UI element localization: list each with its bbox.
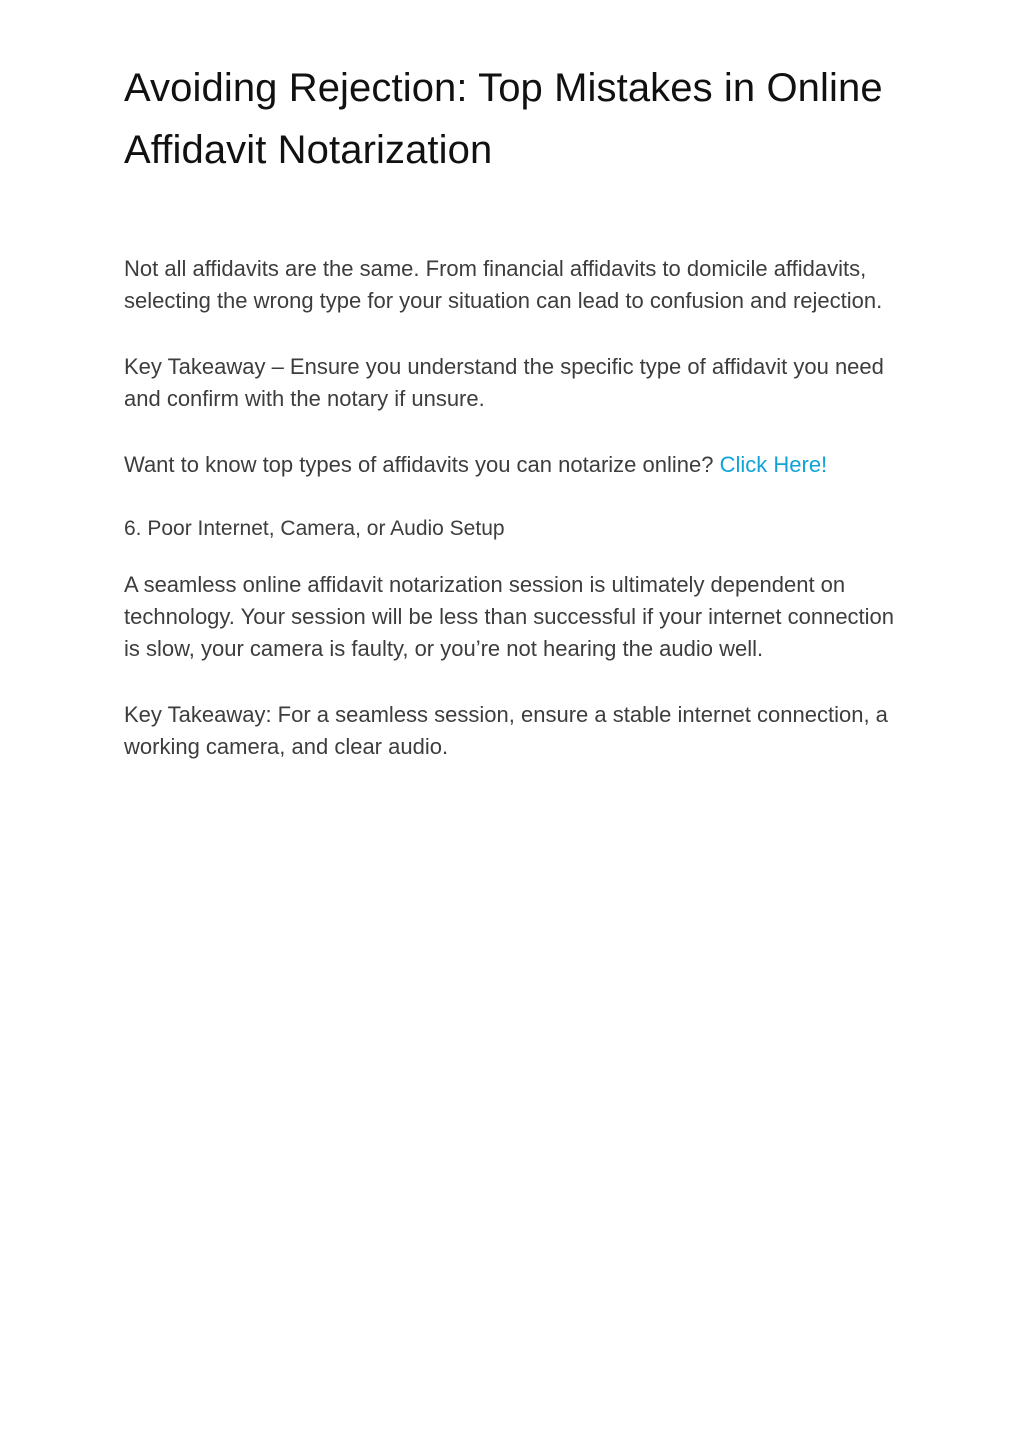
paragraph-want-to-know [124,449,904,481]
paragraph-technology: A seamless online affidavit notarization session is ultimately dependent on technology. Your session will be less than successful if your internet connection is slow, your camera is faulty, or you’re not hearing the audio well. [124,572,895,661]
page-title: Avoiding Rejection: Top Mistakes in Online Affidavit Notarization [124,66,883,172]
click-here-link[interactable]: Click Here! [719,452,828,477]
document-page [124,0,904,763]
paragraph-key-takeaway-type: Key Takeaway – Ensure you understand the specific type of affidavit you need and confirm with the notary if unsure. [124,354,884,411]
paragraph-want-to-know-text: Want to know top types of affidavits you can notarize online? [124,452,714,477]
paragraph-key-takeaway-setup: Key Takeaway: For a seamless session, ensure a stable internet connection, a working camera, and clear audio. [124,702,888,759]
paragraph-affidavit-types: Not all affidavits are the same. From financial affidavits to domicile affidavits, selecting the wrong type for your situation can lead to confusion and rejection. [124,256,883,313]
section-heading: 6. Poor Internet, Camera, or Audio Setup [124,517,505,540]
